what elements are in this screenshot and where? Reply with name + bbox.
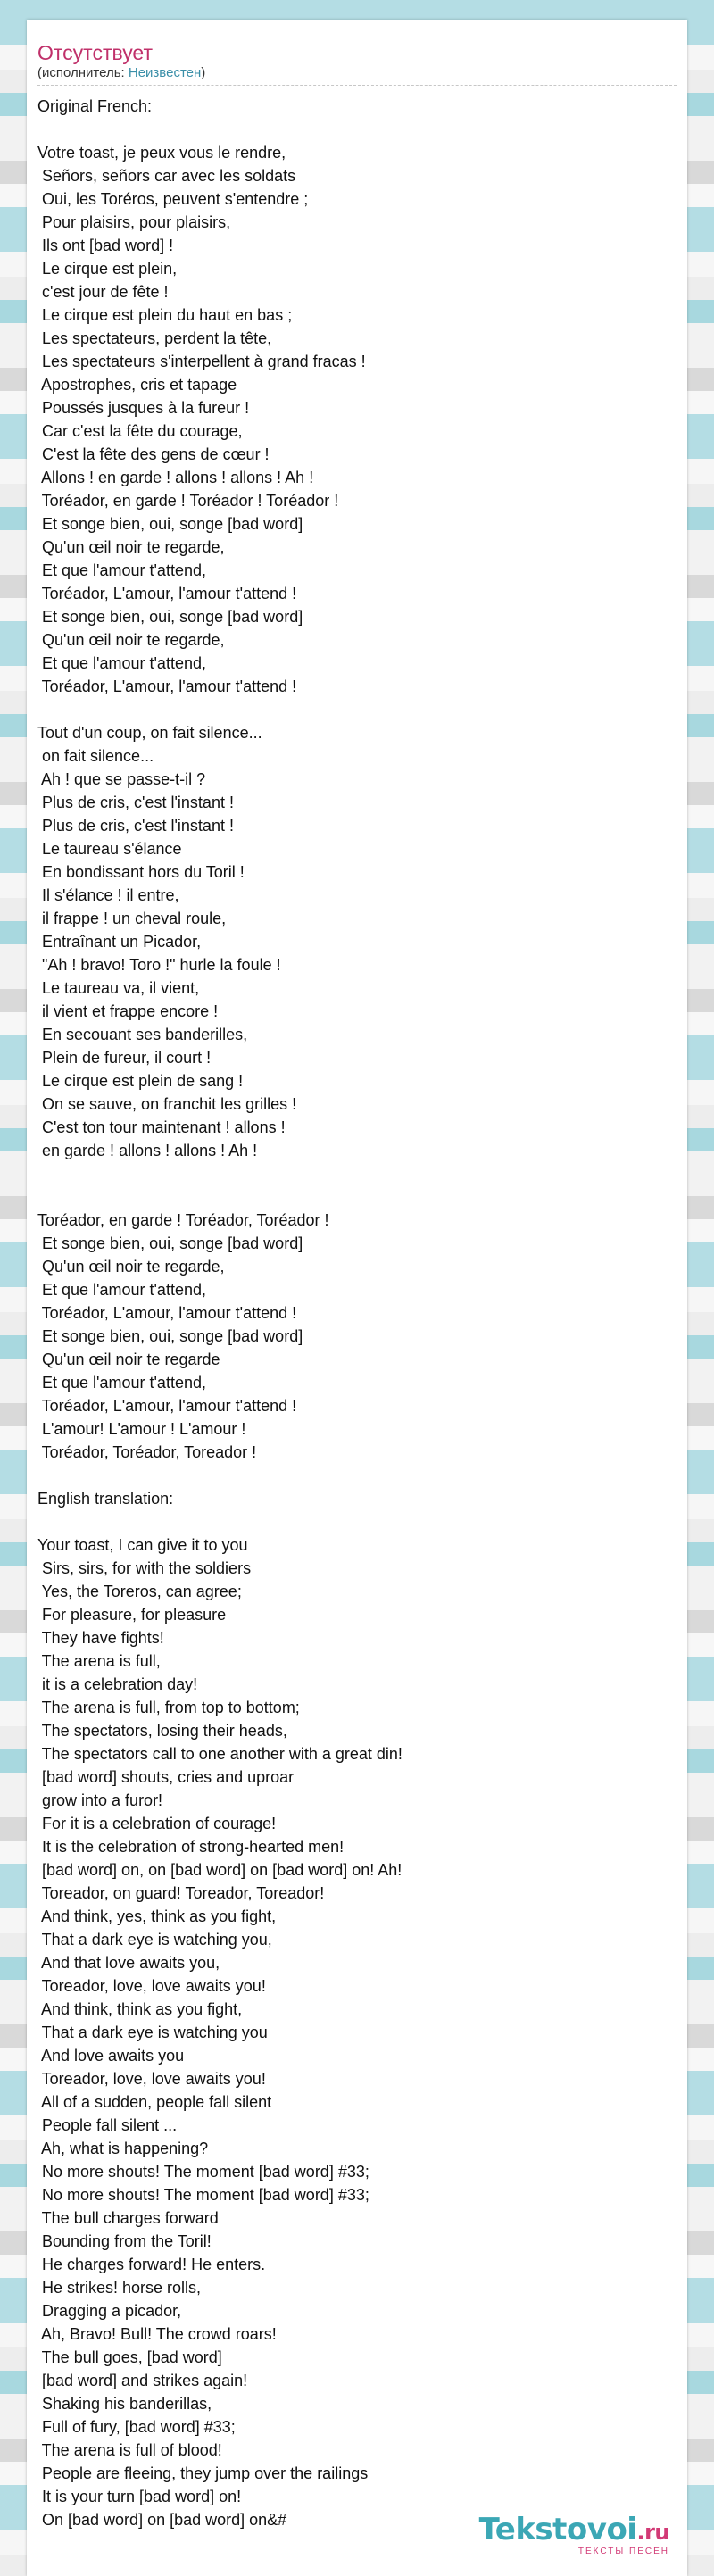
- lyric-line: People fall silent ...: [37, 2116, 178, 2134]
- blank-line: [37, 1464, 677, 1487]
- lyric-line: Toréador, Toréador, Toreador !: [37, 1443, 257, 1461]
- lyric-line: Qu'un œil noir te regarde,: [37, 631, 225, 649]
- artist-line: [37, 64, 677, 82]
- lyric-line: Les spectateurs, perdent la tête,: [37, 329, 272, 347]
- lyric-line: It is your turn [bad word] on!: [37, 2488, 242, 2505]
- lyric-line: Full of fury, [bad word] #33;: [37, 2418, 236, 2436]
- lyric-line: Qu'un œil noir te regarde,: [37, 1258, 225, 1276]
- blank-line: [37, 698, 677, 721]
- lyric-line: on fait silence...: [37, 747, 154, 765]
- lyric-line: Et songe bien, oui, songe [bad word]: [37, 608, 303, 626]
- lyric-line: That a dark eye is watching you: [37, 2023, 268, 2041]
- lyric-line: Entraînant un Picador,: [37, 933, 202, 951]
- lyric-line: The arena is full of blood!: [37, 2441, 222, 2459]
- lyric-line: Bounding from the Toril!: [37, 2232, 212, 2250]
- lyric-line: Ah ! que se passe-t-il ?: [37, 770, 206, 788]
- artist-suffix: ): [201, 65, 206, 80]
- lyric-line: The spectators, losing their heads,: [37, 1722, 287, 1740]
- lyric-line: The arena is full, from top to bottom;: [37, 1699, 300, 1716]
- lyric-line: Señors, señors car avec les soldats: [37, 167, 296, 185]
- lyric-line: People are fleeing, they jump over the railings: [37, 2464, 369, 2482]
- blank-line: [37, 1185, 677, 1209]
- lyric-line: And think, think as you fight,: [37, 2000, 243, 2018]
- lyric-line: Ah, what is happening?: [37, 2140, 209, 2157]
- lyric-line: Et que l'amour t'attend,: [37, 1281, 206, 1299]
- lyric-line: Original French:: [37, 97, 153, 115]
- lyric-line: il vient et frappe encore !: [37, 1002, 219, 1020]
- lyric-line: The spectators call to one another with a great din!: [37, 1745, 403, 1763]
- lyric-line: Shaking his banderillas,: [37, 2395, 212, 2413]
- logo-name: Tekstovoi: [478, 2512, 637, 2547]
- lyric-line: C'est ton tour maintenant ! allons !: [37, 1118, 286, 1136]
- lyric-line: Toréador, L'amour, l'amour t'attend !: [37, 677, 297, 695]
- lyric-line: en garde ! allons ! allons ! Ah !: [37, 1142, 258, 1159]
- lyric-line: Votre toast, je peux vous le rendre,: [37, 144, 286, 162]
- lyric-line: Plein de fureur, il court !: [37, 1049, 212, 1067]
- lyric-line: Le cirque est plein du haut en bas ;: [37, 306, 293, 324]
- logo-tagline: ТЕКСТЫ ПЕСЕН: [577, 2547, 669, 2556]
- lyric-line: All of a sudden, people fall silent: [37, 2093, 272, 2111]
- song-title: Отсутствует: [37, 41, 153, 64]
- lyric-line: Qu'un œil noir te regarde: [37, 1350, 220, 1368]
- logo-tld: .ru: [636, 2520, 669, 2545]
- lyric-line: And love awaits you: [37, 2047, 185, 2065]
- lyric-line: Dragging a picador,: [37, 2302, 182, 2320]
- lyric-line: It is the celebration of strong-hearted men!: [37, 1838, 345, 1856]
- lyric-line: grow into a furor!: [37, 1791, 163, 1809]
- lyric-line: [bad word] and strikes again!: [37, 2372, 248, 2389]
- lyric-line: Et que l'amour t'attend,: [37, 1374, 206, 1392]
- blank-line: [37, 118, 677, 141]
- lyric-line: He strikes! horse rolls,: [37, 2279, 202, 2297]
- lyric-line: Toréador, L'amour, l'amour t'attend !: [37, 585, 297, 602]
- lyric-line: That a dark eye is watching you,: [37, 1931, 272, 1949]
- lyric-line: And think, yes, think as you fight,: [37, 1907, 277, 1925]
- lyric-line: The bull charges forward: [37, 2209, 219, 2227]
- lyric-line: Toréador, en garde ! Toréador ! Toréador !: [37, 492, 339, 510]
- lyric-line: Le cirque est plein de sang !: [37, 1072, 244, 1090]
- blank-line: [37, 1510, 677, 1533]
- artist-prefix: (исполнитель:: [37, 65, 129, 80]
- lyric-line: And that love awaits you,: [37, 1954, 220, 1972]
- lyric-line: [bad word] shouts, cries and uproar: [37, 1768, 295, 1786]
- lyric-line: Qu'un œil noir te regarde,: [37, 538, 225, 556]
- lyric-line: Le taureau s'élance: [37, 840, 182, 858]
- lyric-line: Le taureau va, il vient,: [37, 979, 200, 997]
- lyric-line: Plus de cris, c'est l'instant !: [37, 817, 234, 835]
- lyrics-card: [27, 20, 687, 2576]
- site-logo[interactable]: [479, 2514, 669, 2556]
- lyric-line: On [bad word] on [bad word] on&#: [37, 2511, 287, 2529]
- artist-link[interactable]: Неизвестен: [128, 65, 202, 80]
- lyric-line: On se sauve, on franchit les grilles !: [37, 1095, 297, 1113]
- lyric-line: "Ah ! bravo! Toro !" hurle la foule !: [37, 956, 281, 974]
- song-header: [27, 20, 687, 82]
- lyric-line: Et songe bien, oui, songe [bad word]: [37, 1327, 303, 1345]
- lyric-line: il frappe ! un cheval roule,: [37, 910, 227, 927]
- lyric-line: Sirs, sirs, for with the soldiers: [37, 1559, 252, 1577]
- lyric-line: No more shouts! The moment [bad word] #33;: [37, 2163, 369, 2181]
- lyric-line: Ah, Bravo! Bull! The crowd roars!: [37, 2325, 277, 2343]
- lyric-line: Et songe bien, oui, songe [bad word]: [37, 515, 303, 533]
- lyric-line: Le cirque est plein,: [37, 260, 178, 278]
- lyric-line: Toréador, en garde ! Toréador, Toréador !: [37, 1211, 329, 1229]
- lyric-line: Yes, the Toreros, can agree;: [37, 1583, 242, 1600]
- lyric-line: C'est la fête des gens de cœur !: [37, 445, 270, 463]
- lyric-line: Toréador, L'amour, l'amour t'attend !: [37, 1304, 297, 1322]
- lyric-line: They have fights!: [37, 1629, 164, 1647]
- lyric-line: Pour plaisirs, pour plaisirs,: [37, 213, 231, 231]
- lyric-line: Toréador, L'amour, l'amour t'attend !: [37, 1397, 297, 1415]
- lyric-line: Toreador, love, love awaits you!: [37, 2070, 266, 2088]
- lyric-line: Your toast, I can give it to you: [37, 1536, 248, 1554]
- lyric-line: Oui, les Toréros, peuvent s'entendre ;: [37, 190, 309, 208]
- lyric-line: No more shouts! The moment [bad word] #33;: [37, 2186, 369, 2204]
- lyric-line: For it is a celebration of courage!: [37, 1815, 277, 1832]
- logo-wordmark: [479, 2514, 669, 2548]
- lyric-line: Les spectateurs s'interpellent à grand fracas !: [37, 353, 366, 370]
- lyric-line: En bondissant hors du Toril !: [37, 863, 245, 881]
- lyric-line: Et que l'amour t'attend,: [37, 654, 206, 672]
- lyric-line: English translation:: [37, 1490, 174, 1508]
- lyric-line: The arena is full,: [37, 1652, 161, 1670]
- lyric-line: c'est jour de fête !: [37, 283, 169, 301]
- lyric-line: Tout d'un coup, on fait silence...: [37, 724, 262, 742]
- lyric-line: Poussés jusques à la fureur !: [37, 399, 250, 417]
- lyric-line: L'amour! L'amour ! L'amour !: [37, 1420, 246, 1438]
- lyric-line: Et que l'amour t'attend,: [37, 561, 206, 579]
- lyric-line: Car c'est la fête du courage,: [37, 422, 243, 440]
- lyric-line: En secouant ses banderilles,: [37, 1026, 248, 1043]
- lyric-line: Et songe bien, oui, songe [bad word]: [37, 1234, 303, 1252]
- lyric-line: Plus de cris, c'est l'instant !: [37, 794, 234, 811]
- lyrics-text: [27, 86, 687, 2531]
- lyric-line: Toreador, on guard! Toreador, Toreador!: [37, 1884, 325, 1902]
- lyric-line: [bad word] on, on [bad word] on [bad word] on! Ah!: [37, 1861, 403, 1879]
- lyric-line: Ils ont [bad word] !: [37, 237, 174, 254]
- lyric-line: The bull goes, [bad word]: [37, 2348, 222, 2366]
- blank-line: [37, 1162, 677, 1185]
- lyric-line: Apostrophes, cris et tapage: [37, 376, 237, 394]
- lyric-line: He charges forward! He enters.: [37, 2256, 266, 2273]
- lyric-line: Il s'élance ! il entre,: [37, 886, 179, 904]
- lyric-line: Allons ! en garde ! allons ! allons ! Ah !: [37, 469, 314, 486]
- lyric-line: Toreador, love, love awaits you!: [37, 1977, 266, 1995]
- lyric-line: it is a celebration day!: [37, 1675, 198, 1693]
- lyric-line: For pleasure, for pleasure: [37, 1606, 227, 1624]
